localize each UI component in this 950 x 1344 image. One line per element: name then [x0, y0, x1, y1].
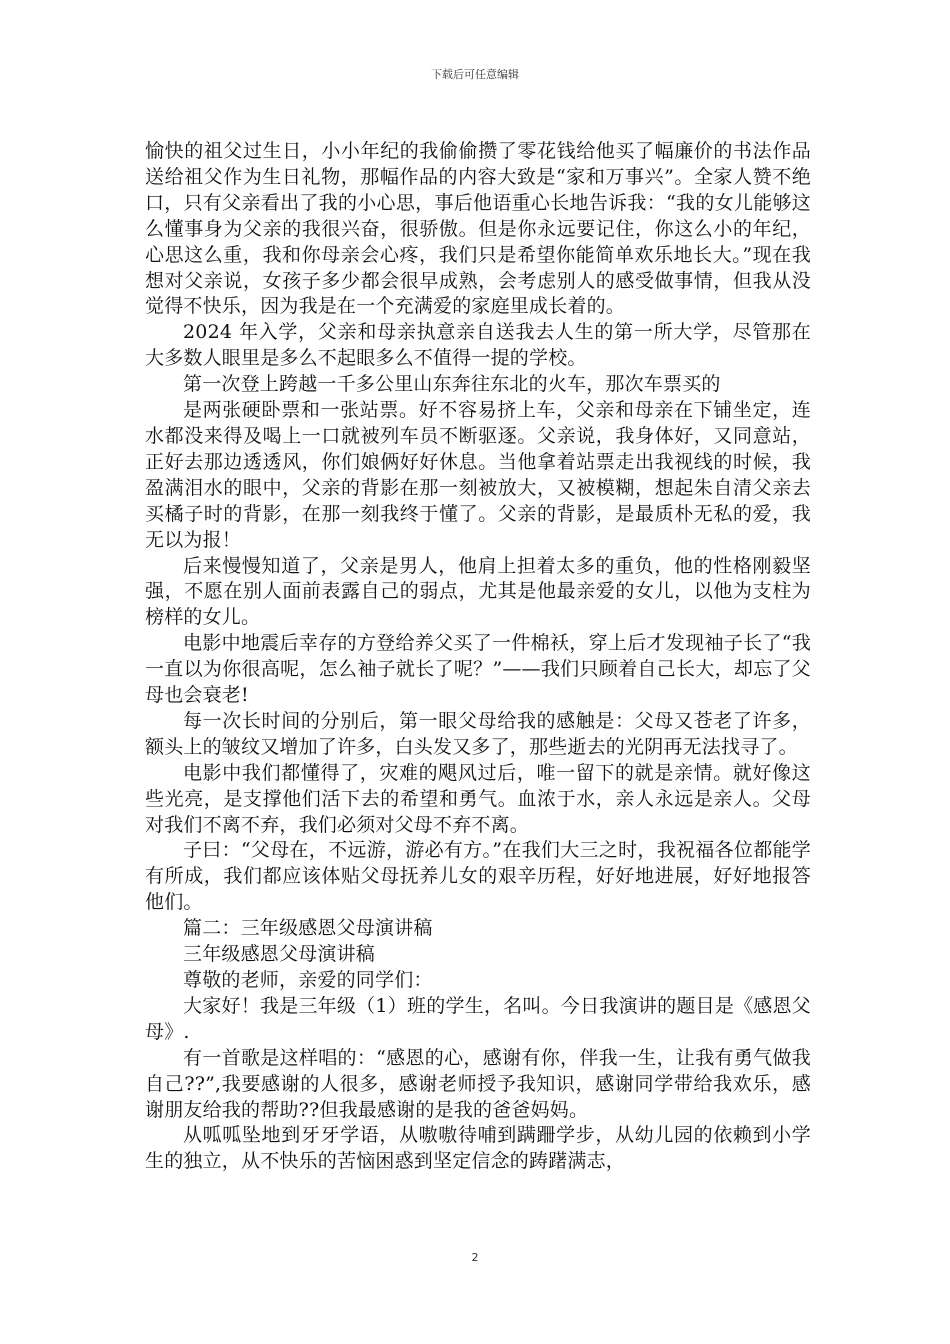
- page-header-note: 下载后可任意编辑: [431, 68, 519, 81]
- paragraph-father-strength: 后来慢慢知道了，父亲是男人，他肩上担着太多的重负，他的性格刚毅坚强，不愿在别人面前表露自己的弱点，尤其是他最亲爱的女儿，以他为支柱为榜样的女儿。: [145, 554, 811, 629]
- paragraph-train-journey: 第一次登上跨越一千多公里山东奔往东北的火车，那次车票买的: [183, 373, 721, 396]
- paragraph-growing-up: 从呱呱坠地到牙牙学语，从嗷嗷待哺到蹒跚学步，从幼儿园的依赖到小学生的独立，从不快乐的苦恼困惑到坚定信念的踌躇满志，: [145, 1124, 811, 1173]
- paragraph-grandfather-birthday: 愉快的祖父过生日，小小年纪的我偷偷攒了零花钱给他买了幅廉价的书法作品送给祖父作为生日礼物，那幅作品的内容大致是“家和万事兴”。全家人赞不绝口，只有父亲看出了我的小心思，事后他语重心长地告诉我：“我的女儿能够这么懂事身为父亲的我很兴奋，很骄傲。但是你永远要记住，你这么小的年纪，心思这么重，我和你母亲会心疼，我们只是希望你能简单欢乐地长大。”现在我想对父亲说，女孩子多少都会很早成熟，会考虑别人的感受做事情，但我从没觉得不快乐，因为我是在一个充满爱的家庭里成长着的。: [145, 140, 811, 318]
- page-number: 2: [471, 1251, 479, 1264]
- paragraph-song-gratitude: 有一首歌是这样唱的：“感恩的心，感谢有你，伴我一生，让我有勇气做我自己??”,我要感谢的人很多，感谢老师授予我知识，感谢同学带给我欢乐，感谢朋友给我的帮助??但我最感谢的是我的爸爸妈妈。: [145, 1046, 811, 1121]
- speech-salutation: 尊敬的老师，亲爱的同学们：: [183, 969, 433, 991]
- paragraph-movie-coat: 电影中地震后幸存的方登给养父买了一件棉袄，穿上后才发现袖子长了“我一直以为你很高呢，怎么袖子就长了呢？”——我们只顾着自己长大，却忘了父母也会衰老!: [145, 632, 811, 707]
- document-body: [145, 139, 811, 1175]
- paragraph-parents-aging: 每一次长时间的分别后，第一眼父母给我的感触是：父母又苍老了许多，额头上的皱纹又增加了许多，白头发又多了，那些逝去的光阴再无法找寻了。: [145, 709, 811, 758]
- section-heading: 篇二：三年级感恩父母演讲稿: [183, 917, 433, 940]
- speech-title: 三年级感恩父母演讲稿: [183, 943, 376, 966]
- paragraph-family-bond: 电影中我们都懂得了，灾难的飓风过后，唯一留下的就是亲情。就好像这些光亮，是支撑他们活下去的希望和勇气。血浓于水，亲人永远是亲人。父母对我们不离不弃，我们必须对父母不弃不离。: [145, 761, 811, 836]
- paragraph-speech-intro: 大家好！我是三年级（1）班的学生，名叫。今日我演讲的题目是《感恩父母》.: [145, 994, 811, 1043]
- paragraph-confucius-quote: 子曰：“父母在，不远游，游必有方。”在我们大三之时，我祝福各位都能学有所成，我们都应该体贴父母抚养儿女的艰辛历程，好好地进展，好好地报答他们。: [145, 839, 811, 914]
- paragraph-university-enrollment: 2024 年入学，父亲和母亲执意亲自送我去人生的第一所大学，尽管那在大多数人眼里是多么不起眼多么不值得一提的学校。: [145, 321, 811, 370]
- paragraph-father-back: 是两张硬卧票和一张站票。好不容易挤上车，父亲和母亲在下铺坐定，连水都没来得及喝上一口就被列车员不断驱逐。父亲说，我身体好，又同意站，正好去那边透透风，你们娘俩好好休息。当他拿着站票走出我视线的时候，我盈满泪水的眼中，父亲的背影在那一刻被放大，又被模糊，想起朱自清父亲去买橘子时的背影，在那一刻我终于懂了。父亲的背影，是最质朴无私的爱，我无以为报！: [145, 399, 811, 551]
